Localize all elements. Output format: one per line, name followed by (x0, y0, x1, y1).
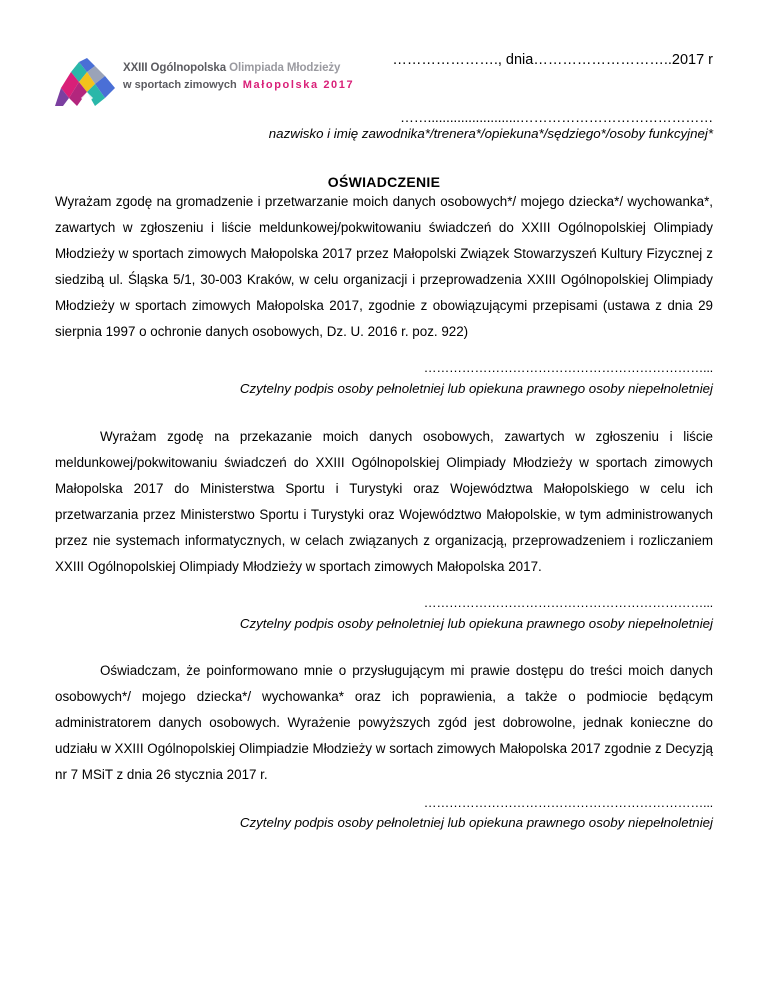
olympiad-logo (55, 58, 375, 108)
signature-line-2: …………………………………………………………... (423, 595, 713, 610)
logo-subtitle-line (123, 79, 354, 91)
logo-prefix: XXIII (123, 62, 148, 74)
logo-title-line (123, 62, 340, 74)
date-line: …………………., dnia………………………..2017 r (392, 52, 713, 68)
logo-subtitle-text: w sportach zimowych (123, 79, 237, 91)
signature-caption-3: Czytelny podpis osoby pełnoletniej lub opiekuna prawnego osoby niepełnoletniej (239, 815, 713, 830)
name-fill-line: …….........................…………………………………… (399, 109, 713, 125)
consent-paragraph-2: Wyrażam zgodę na przekazanie moich danych osobowych, zawartych w zgłoszeniu i liście meldunkowej/pokwitowaniu świadczeń do XXIII Ogólnopolskiej Olimpiady Młodzieży w sportach zimowych Małopolska 2017 do Ministerstwa Sportu i Turystyki oraz Województwa Małopolskiego w celu ich przetwarzania przez Ministerstwo Sportu i Turystyki oraz Województwo Małopolskie, w tym administrowanych przez nie systemach informatycznych, w celach związanych z organizacją, przeprowadzeniem i rozliczaniem XXIII Ogólnopolskiej Olimpiady Młodzieży w sportach zimowych Małopolska 2017. (55, 429, 713, 575)
information-paragraph: Oświadczam, że poinformowano mnie o przysługującym mi prawie dostępu do treści moich danych osobowych*/ mojego dziecka*/ wychowanka* oraz ich poprawienia, a także o podmiocie będącym administratorem danych osobowych. Wyrażenie powyższych zgód jest dobrowolne, jednak konieczne do udziału w XXIII Ogólnopolskiej Olimpiadzie Młodzieży w sortach zimowych Małopolska 2017 zgodnie z Decyzją nr 7 MSiT z dnia 26 stycznia 2017 r. (55, 663, 713, 783)
logo-edition-text: Małopolska 2017 (242, 79, 355, 91)
signature-caption-2: Czytelny podpis osoby pełnoletniej lub opiekuna prawnego osoby niepełnoletniej (239, 616, 713, 631)
signature-caption-1: Czytelny podpis osoby pełnoletniej lub opiekuna prawnego osoby niepełnoletniej (239, 381, 713, 396)
name-caption: nazwisko i imię zawodnika*/trenera*/opiekuna*/sędziego*/osoby funkcyjnej* (268, 126, 713, 141)
olympiad-logo-mark-icon (55, 58, 119, 108)
logo-highlight-text: Olimpiada Młodzieży (229, 62, 341, 74)
signature-line-1: …………………………………………………………... (423, 360, 713, 375)
logo-main-word: Ogólnopolska (150, 62, 227, 74)
signature-line-3: …………………………………………………………... (423, 795, 713, 810)
consent-paragraph-1: Wyrażam zgodę na gromadzenie i przetwarzanie moich danych osobowych*/ mojego dziecka*/ wychowanka*, zawartych w zgłoszeniu i liście meldunkowej/pokwitowaniu świadczeń do XXIII Ogólnopolskiej Olimpiady Młodzieży w sportach zimowych Małopolska 2017 przez Małopolski Związek Stowarzyszeń Kultury Fizycznej z siedzibą ul. Śląska 5/1, 30-003 Kraków, w celu organizacji i przeprowadzenia XXIII Ogólnopolskiej Olimpiady Młodzieży w sportach zimowych Małopolska 2017, zgodnie z obowiązującymi przepisami (ustawa z dnia 29 sierpnia 1997 o ochronie danych osobowych, Dz. U. 2016 r. poz. 922) (55, 194, 713, 340)
document-title: OŚWIADCZENIE (327, 174, 441, 190)
